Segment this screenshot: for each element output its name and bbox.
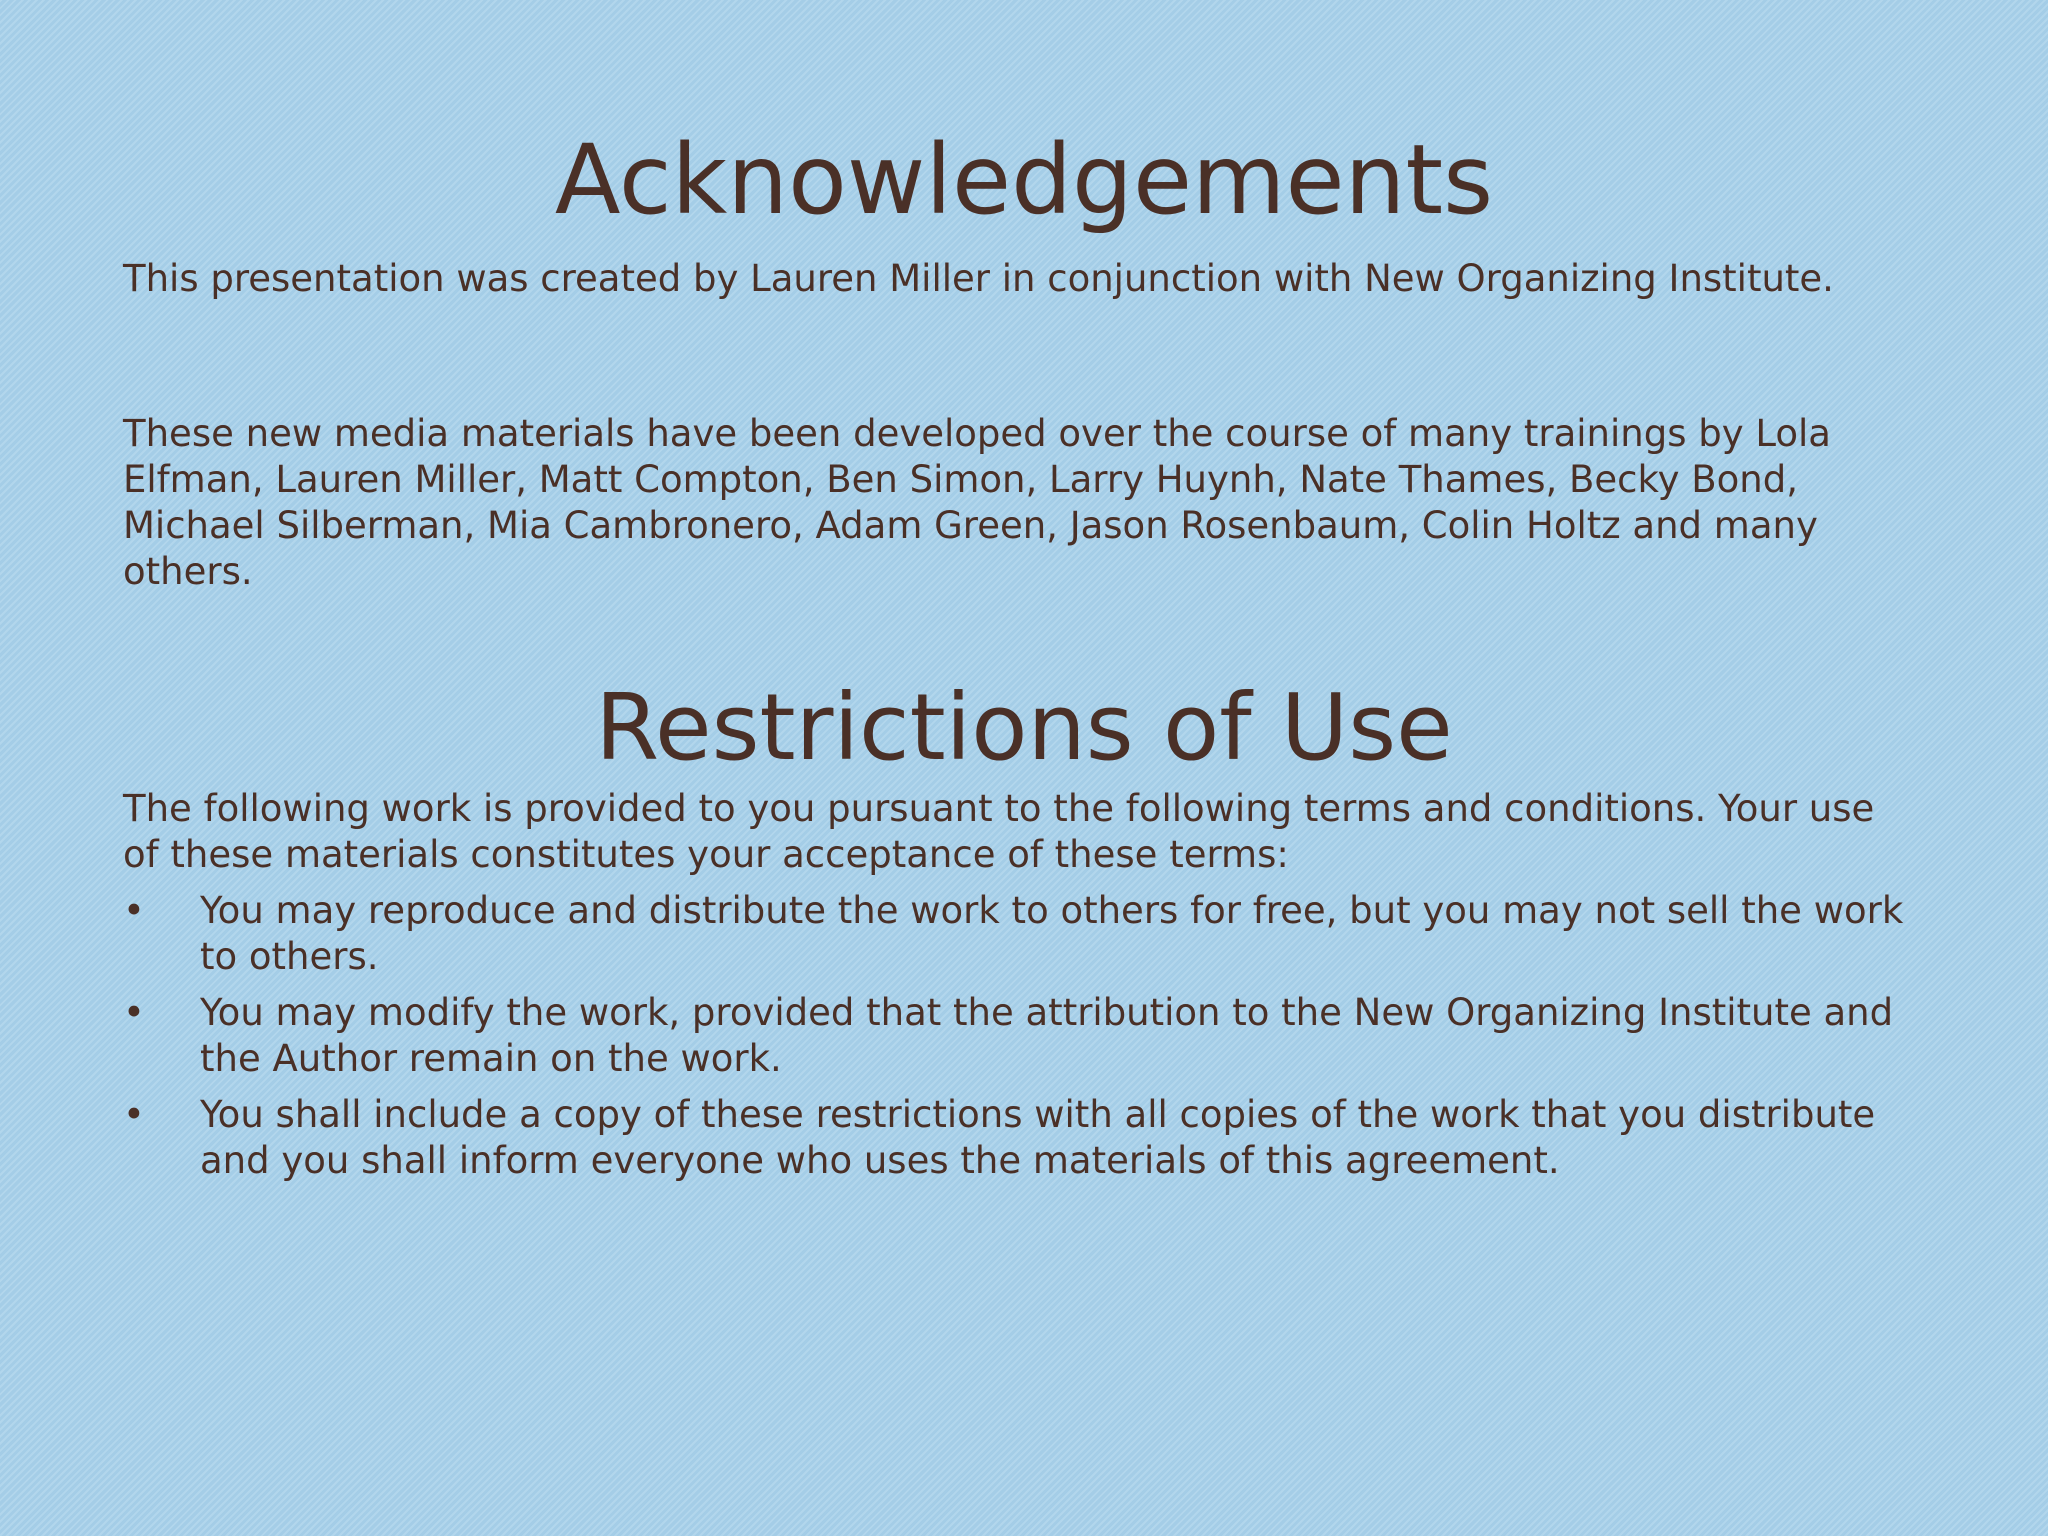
list-item-text: You may reproduce and distribute the work to others for free, but you may not sell the work to others. xyxy=(200,889,1904,978)
list-item-text: You may modify the work, provided that the attribution to the New Organizing Institute and the Author remain on the work. xyxy=(200,991,1894,1080)
list-item xyxy=(123,888,1913,980)
list-item xyxy=(123,1092,1913,1184)
restrictions-title: Restrictions of Use xyxy=(595,674,1453,781)
bullet-icon: • xyxy=(123,1093,145,1136)
acknowledgements-title: Acknowledgements xyxy=(554,124,1494,236)
restrictions-list xyxy=(123,888,1913,1194)
acknowledgements-paragraph-1: This presentation was created by Lauren Miller in conjunction with New Organizing Institute. xyxy=(123,257,1834,300)
bullet-icon: • xyxy=(123,889,145,932)
acknowledgements-paragraph-2: These new media materials have been developed over the course of many trainings by Lola Elfman, Lauren Miller, Matt Compton, Ben Simon, Larry Huynh, Nate Thames, Becky Bond, Michael Silberman, Mia Cambronero, Adam Green, Jason Rosenbaum, Colin Holtz and many others. xyxy=(123,412,1831,593)
list-item-text: You shall include a copy of these restrictions with all copies of the work that you distribute and you shall inform everyone who uses the materials of this agreement. xyxy=(200,1093,1876,1182)
restrictions-intro: The following work is provided to you pursuant to the following terms and conditions. Your use of these materials constitutes your acceptance of these terms: xyxy=(123,787,1875,876)
list-item xyxy=(123,990,1913,1082)
bullet-icon: • xyxy=(123,991,145,1034)
